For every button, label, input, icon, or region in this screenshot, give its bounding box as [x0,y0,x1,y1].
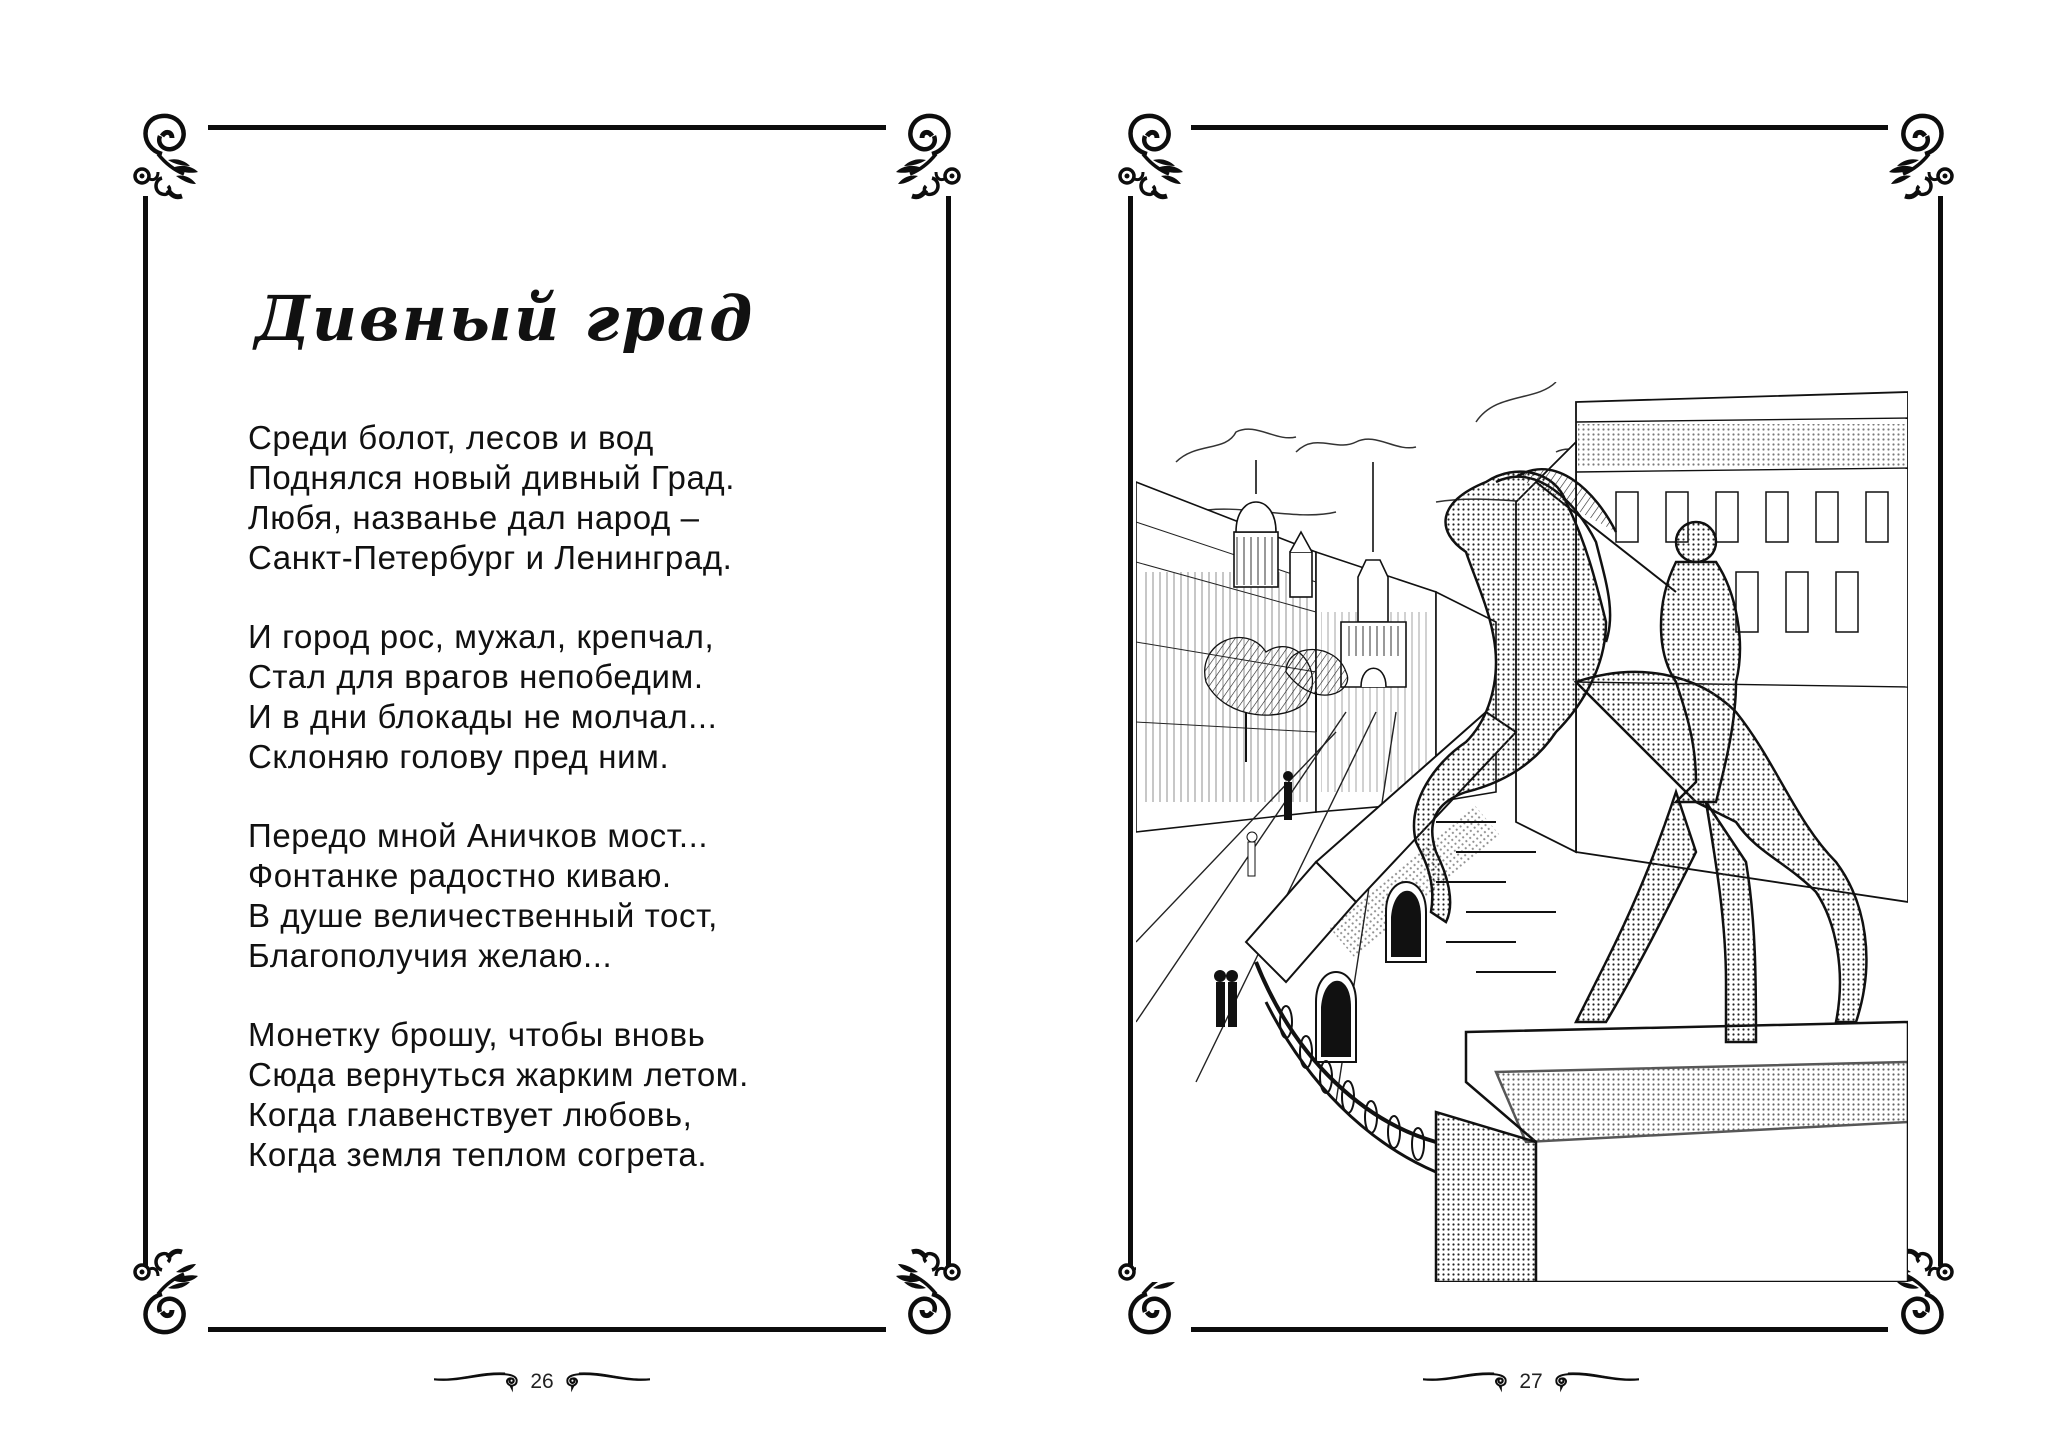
corner-flourish-top-right-icon [1863,108,1955,200]
folio-swash-right-icon [566,1364,650,1400]
folio-swash-left-icon [1423,1364,1507,1400]
stanza-2 [248,617,868,777]
page-number-folio [1407,1362,1655,1402]
poem-body [248,418,868,1214]
anichkov-bridge-illustration [1136,382,1908,1282]
folio-swash-right-icon [1555,1364,1639,1400]
poem-line: Стал для врагов непобедим. [248,658,704,695]
frame-right-line [946,196,951,1266]
corner-flourish-bottom-right-icon [870,1248,962,1340]
poem-line: Санкт-Петербург и Ленинград. [248,539,733,576]
folio-swash-left-icon [434,1364,518,1400]
corner-flourish-top-left-icon [1117,108,1209,200]
poem-line: Фонтанке радостно киваю. [248,857,672,894]
frame-right-line [1938,196,1943,1266]
page-number: 26 [530,1370,554,1393]
corner-flourish-top-right-icon [870,108,962,200]
poem-line: Склоняю голову пред ним. [248,738,670,775]
poem-line: Среди болот, лесов и вод [248,419,654,456]
poem-line: Когда главенствует любовь, [248,1096,693,1133]
frame-bottom-line [208,1327,886,1332]
poem-line: Поднялся новый дивный Град. [248,459,736,496]
poem-line: Когда земля теплом согрета. [248,1136,708,1173]
stanza-1 [248,418,868,578]
poem-title: Дивный град [254,282,755,355]
page-number: 27 [1519,1370,1543,1393]
poem-line: Передо мной Аничков мост... [248,817,709,854]
poem-line: В душе величественный тост, [248,897,718,934]
city-sketch-image [1136,382,1908,1282]
frame-top-line [208,125,886,130]
page-number-folio [418,1362,666,1402]
poem-line: Благополучия желаю... [248,937,613,974]
poem-line: Любя, названье дал народ – [248,499,700,536]
frame-left-line [143,196,148,1266]
poem-line: И город рос, мужал, крепчал, [248,618,715,655]
corner-flourish-bottom-left-icon [132,1248,224,1340]
corner-flourish-top-left-icon [132,108,224,200]
frame-left-line [1128,196,1133,1266]
stanza-4 [248,1015,868,1175]
stanza-3 [248,816,868,976]
frame-top-line [1191,125,1888,130]
poem-line: Сюда вернуться жарким летом. [248,1056,749,1093]
poem-line: И в дни блокады не молчал... [248,698,718,735]
poem-line: Монетку брошу, чтобы вновь [248,1016,706,1053]
frame-bottom-line [1191,1327,1888,1332]
